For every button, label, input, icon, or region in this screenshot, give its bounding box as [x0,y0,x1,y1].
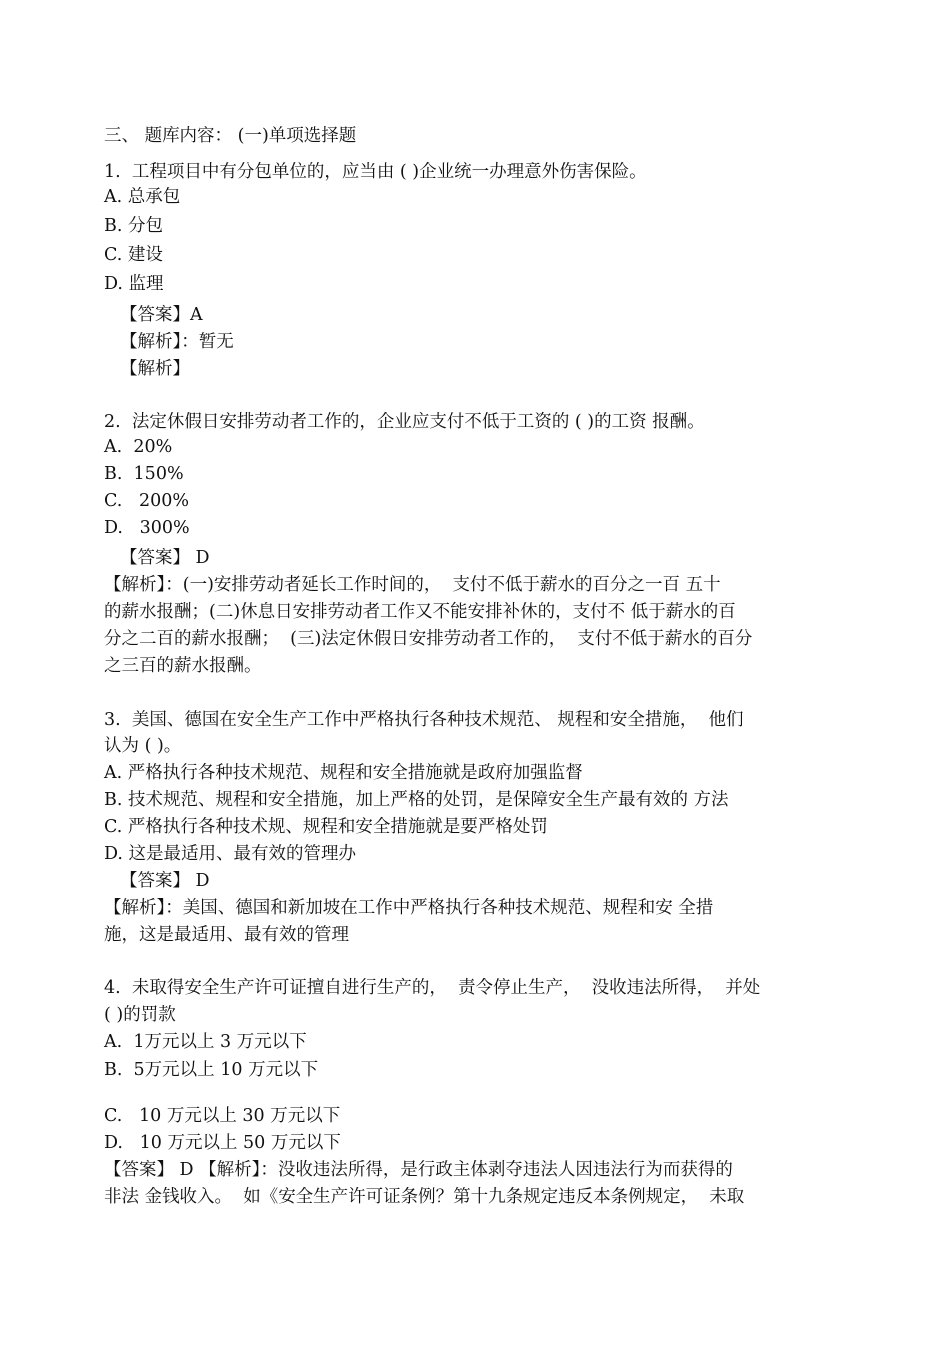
q4-option-a: A. 1万元以上 3 万元以下 [104,1032,307,1052]
q4-option-d: D. 10 万元以上 50 万元以下 [104,1133,341,1153]
q1-option-c: C. 建设 [104,245,163,265]
q2-option-a: A. 20% [104,437,173,457]
q2-answer: 【答案】 D [120,548,210,568]
q3-stem-line-1: 3. 美国、德国在安全生产工作中严格执行各种技术规范、 规程和安全措施， 他们 [104,710,744,730]
q3-analysis-line-1: 【解析】：美国、德国和新加坡在工作中严格执行各种技术规范、规程和安 全措 [104,898,714,918]
q1-analysis: 【解析】：暂无 [120,332,234,352]
q4-option-c: C. 10 万元以上 30 万元以下 [104,1106,341,1126]
q1-stem: 1. 工程项目中有分包单位的，应当由 ( )企业统一办理意外伤害保险。 [104,162,647,182]
q4-stem-line-1: 4. 未取得安全生产许可证擅自进行生产的， 责令停止生产， 没收违法所得， 并处 [104,978,761,998]
q3-option-a: A. 严格执行各种技术规范、规程和安全措施就是政府加强监督 [104,763,583,783]
q2-analysis-line-1: 【解析】：(一)安排劳动者延长工作时间的， 支付不低于薪水的百分之一百 五十 [104,575,721,595]
q4-answer-analysis-line-1: 【答案】 D 【解析】：没收违法所得，是行政主体剥夺违法人因违法行为而获得的 [104,1160,733,1180]
section-title: 三、 题库内容： (一)单项选择题 [104,126,357,146]
q1-option-a: A. 总承包 [104,187,181,207]
q4-answer-analysis-line-2: 非法 金钱收入。 如《安全生产许可证条例？第十九条规定违反本条例规定， 未取 [104,1187,745,1207]
q2-option-c: C. 200% [104,491,190,511]
q3-stem-line-2: 认为 ( )。 [104,736,182,756]
q1-option-b: B. 分包 [104,216,163,236]
q2-analysis-line-2: 的薪水报酬；(二)休息日安排劳动者工作又不能安排补休的，支付不 低于薪水的百 [104,602,736,622]
q3-option-b: B. 技术规范、规程和安全措施，加上严格的处罚，是保障安全生产最有效的 方法 [104,790,729,810]
q4-option-b: B. 5万元以上 10 万元以下 [104,1060,319,1080]
q2-analysis-line-3: 分之二百的薪水报酬； (三)法定休假日安排劳动者工作的， 支付不低于薪水的百分 [104,629,753,649]
q1-option-d: D. 监理 [104,274,164,294]
q4-stem-line-2: ( )的罚款 [104,1005,176,1025]
q2-stem: 2. 法定休假日安排劳动者工作的，企业应支付不低于工资的 ( )的工资 报酬。 [104,412,705,432]
q3-answer: 【答案】 D [120,871,210,891]
q3-option-d: D. 这是最适用、最有效的管理办 [104,844,357,864]
q3-option-c: C. 严格执行各种技术规、规程和安全措施就是要严格处罚 [104,817,548,837]
q2-option-b: B. 150% [104,464,184,484]
q1-analysis-empty: 【解析】 [120,359,190,379]
q2-option-d: D. 300% [104,518,190,538]
q3-analysis-line-2: 施，这是最适用、最有效的管理 [104,925,349,945]
q2-analysis-line-4: 之三百的薪水报酬。 [104,656,262,676]
q1-answer: 【答案】A [120,305,203,325]
